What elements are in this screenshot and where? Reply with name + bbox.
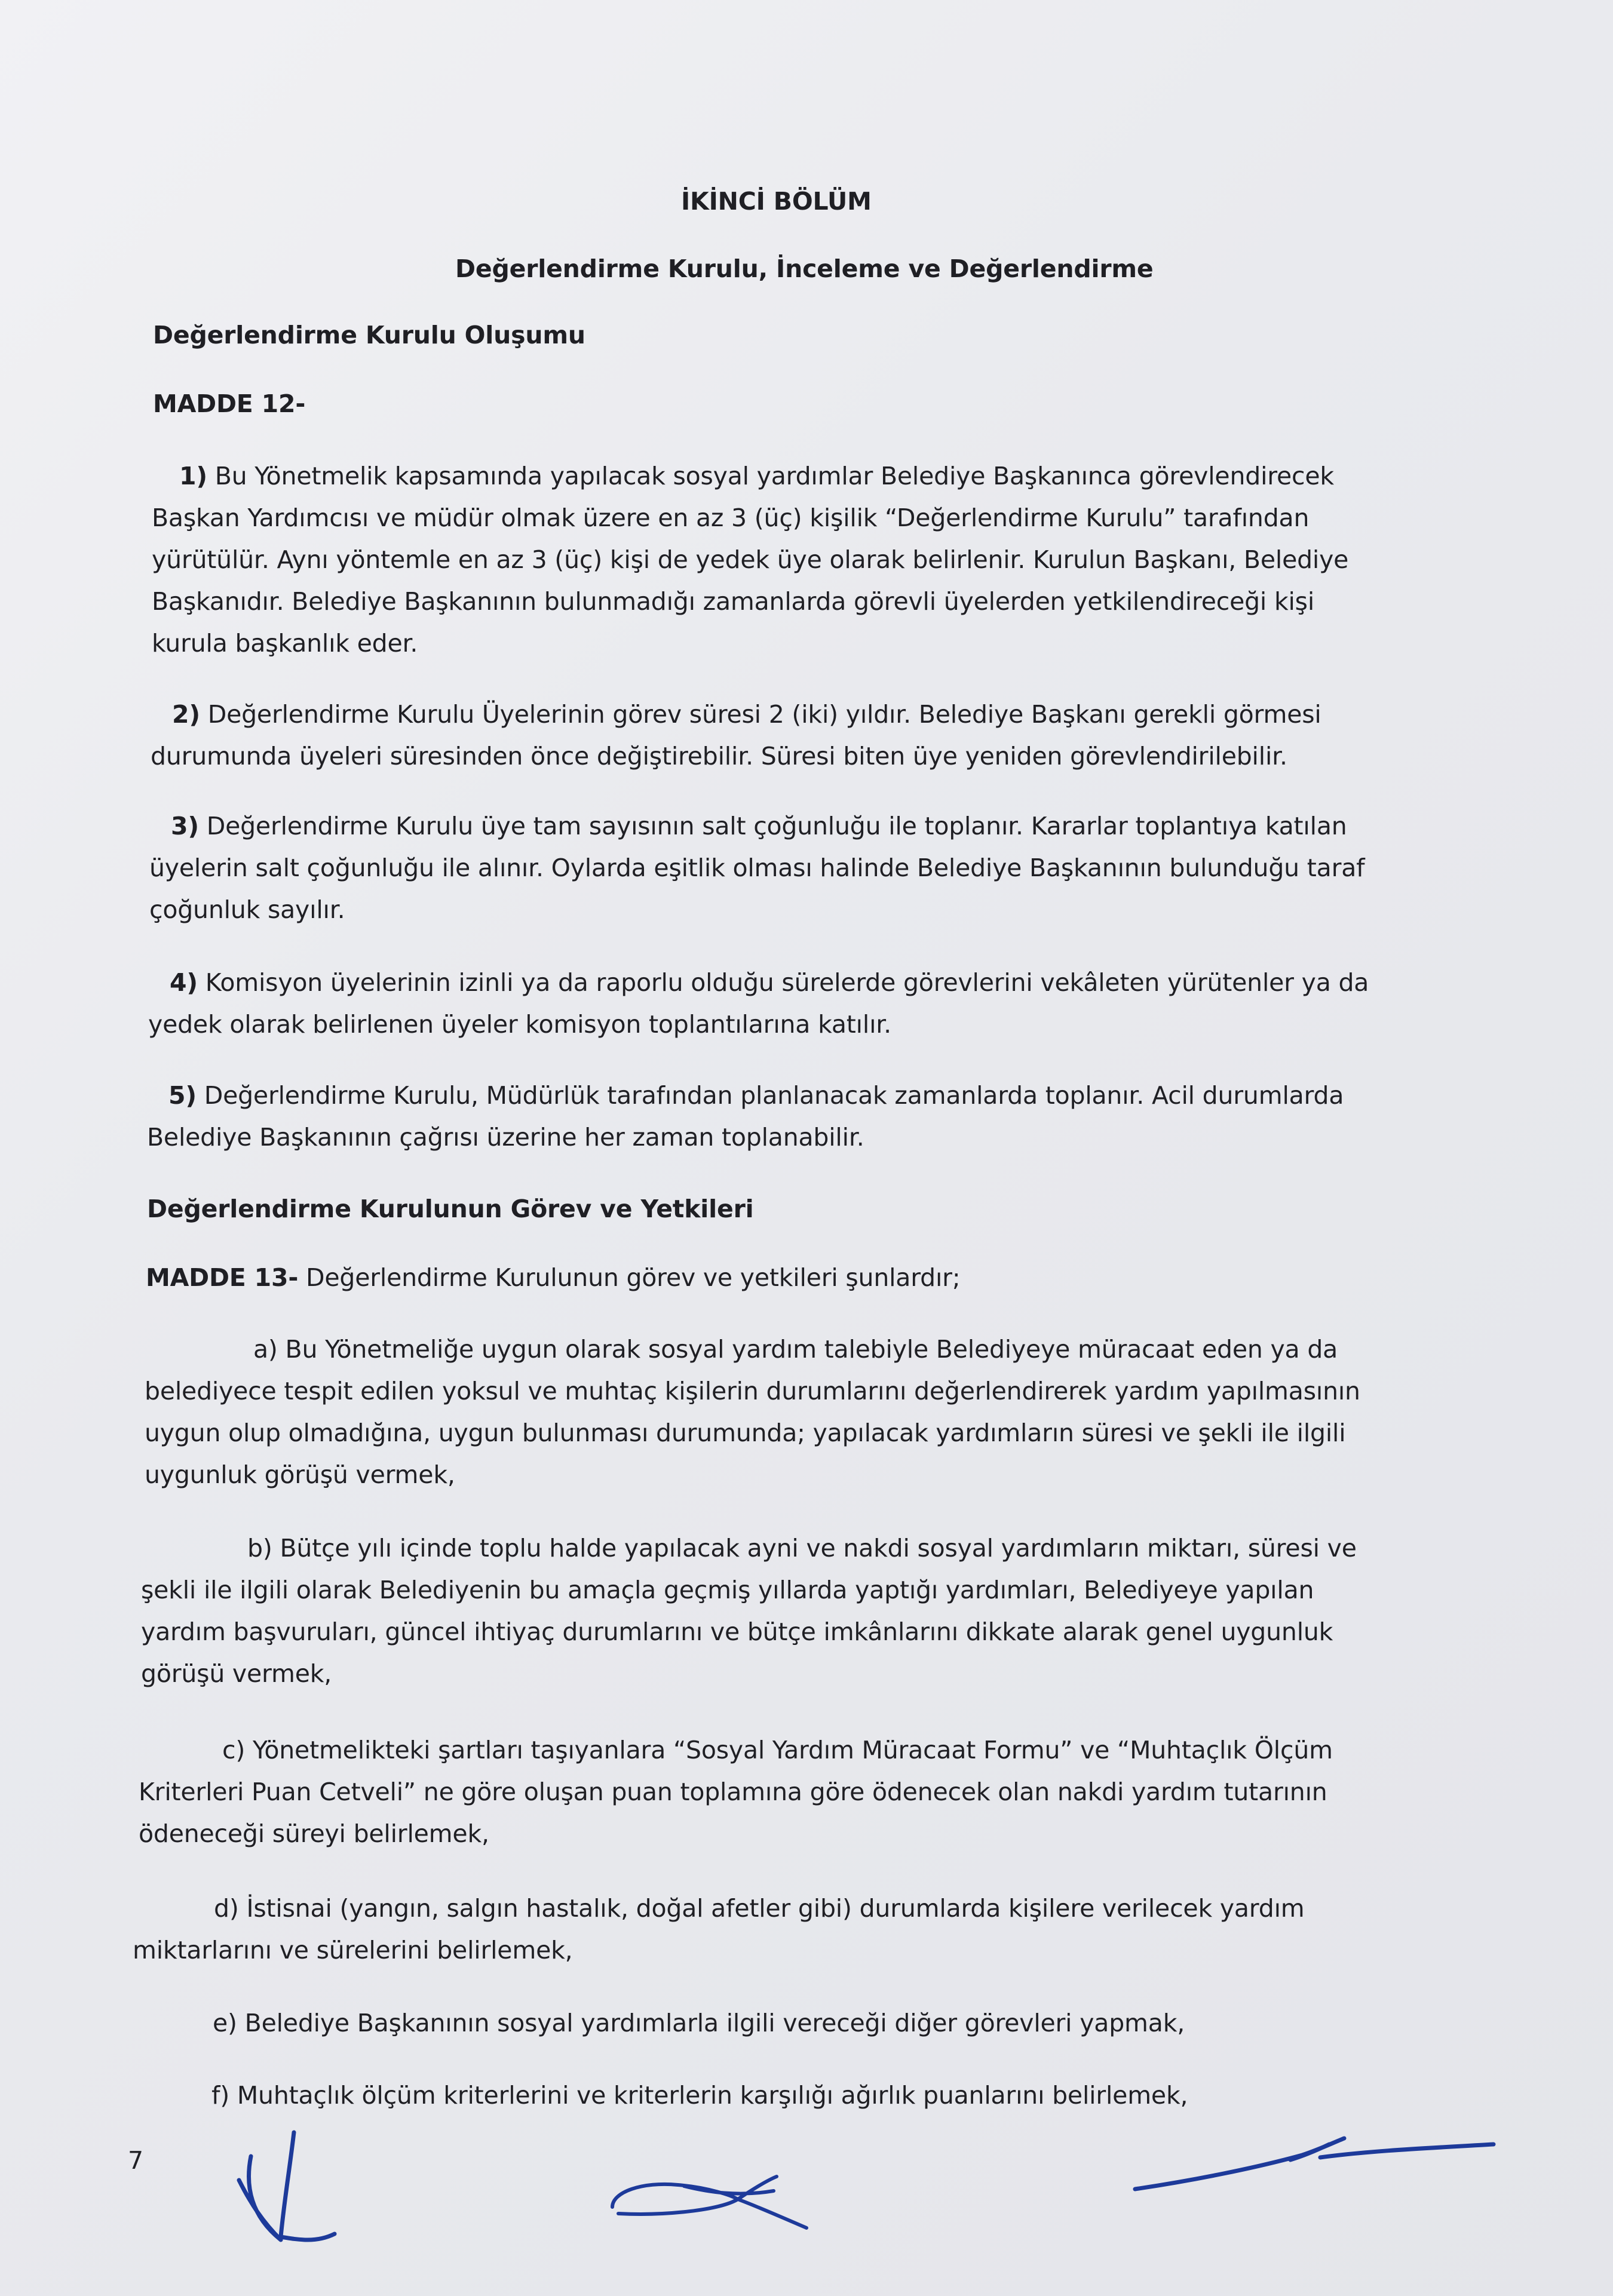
item-a-line-4: uygunluk görüşü vermek,: [145, 1460, 455, 1489]
item-d-line-2: miktarlarını ve sürelerini belirlemek,: [133, 1936, 573, 1965]
item-b-line-4: görüşü vermek,: [141, 1659, 332, 1688]
paragraph-2-line-2: durumunda üyeleri süresinden önce değiştirebilir. Süresi biten üye yeniden görevlendirilebilir.: [151, 742, 1287, 771]
item-d-line-1: d) İstisnai (yangın, salgın hastalık, doğal afetler gibi) durumlarda kişilere verilecek yardım: [214, 1894, 1305, 1923]
item-e-line: e) Belediye Başkanının sosyal yardımlarla ilgili vereceği diğer görevleri yapmak,: [213, 2009, 1185, 2037]
paragraph-3-number: 3): [171, 812, 199, 840]
item-b-line-3: yardım başvuruları, güncel ihtiyaç durumlarını ve bütçe imkânlarını dikkate alarak genel uygunluk: [141, 1617, 1333, 1646]
paragraph-1-line-1: 1) Bu Yönetmelik kapsamında yapılacak sosyal yardımlar Belediye Başkanınca görevlendirecek: [179, 462, 1334, 490]
paragraph-2-line-1: 2) Değerlendirme Kurulu Üyelerinin görev süresi 2 (iki) yıldır. Belediye Başkanı gerekli görmesi: [172, 700, 1321, 729]
item-c-line-2: Kriterleri Puan Cetveli” ne göre oluşan puan toplamına göre ödenecek olan nakdi yardım tutarının: [139, 1778, 1327, 1806]
item-b-line-2: şekli ile ilgili olarak Belediyenin bu amaçla geçmiş yıllarda yaptığı yardımları, Belediyeye yapılan: [141, 1576, 1314, 1604]
part-subheading: Değerlendirme Kurulu, İnceleme ve Değerlendirme: [455, 254, 1154, 283]
article-13-label: MADDE 13-: [146, 1263, 299, 1292]
section-title-kurulu-olusumu: Değerlendirme Kurulu Oluşumu: [153, 321, 585, 349]
paragraph-3-line-3: çoğunluk sayılır.: [149, 895, 345, 924]
paragraph-4-line-2: yedek olarak belirlenen üyeler komisyon toplantılarına katılır.: [148, 1010, 891, 1039]
paragraph-3-line-1: 3) Değerlendirme Kurulu üye tam sayısının salt çoğunluğu ile toplanır. Kararlar toplantıya katılan: [171, 812, 1347, 840]
item-b-line-1: b) Bütçe yılı içinde toplu halde yapılacak ayni ve nakdi sosyal yardımların miktarı, süresi ve: [247, 1534, 1357, 1563]
paragraph-4-line-1: 4) Komisyon üyelerinin izinli ya da raporlu olduğu sürelerde görevlerini vekâleten yürütenler ya da: [170, 968, 1369, 997]
item-a-line-3: uygun olup olmadığına, uygun bulunması durumunda; yapılacak yardımların süresi ve şekli ile ilgili: [145, 1419, 1346, 1447]
item-c-line-3: ödeneceği süreyi belirlemek,: [139, 1819, 489, 1848]
page-number: 7: [128, 2146, 143, 2175]
paragraph-1-line-2: Başkan Yardımcısı ve müdür olmak üzere en az 3 (üç) kişilik “Değerlendirme Kurulu” tarafından: [152, 504, 1310, 532]
paragraph-5-number: 5): [168, 1081, 197, 1110]
paragraph-1-number: 1): [179, 462, 207, 490]
item-a-line-1: a) Bu Yönetmeliğe uygun olarak sosyal yardım talebiyle Belediyeye müracaat eden ya da: [253, 1335, 1338, 1364]
paragraph-3-line-2: üyelerin salt çoğunluğu ile alınır. Oylarda eşitlik olması halinde Belediye Başkanının bulunduğu taraf: [149, 854, 1365, 882]
paragraph-1-line-3: yürütülür. Aynı yöntemle en az 3 (üç) kişi de yedek üye olarak belirlenir. Kurulun Başkanı, Belediye: [152, 545, 1349, 574]
section-title-gorev-ve-yetkiler: Değerlendirme Kurulunun Görev ve Yetkileri: [147, 1195, 754, 1223]
article-12-label: MADDE 12-: [153, 389, 306, 418]
item-f-line: f) Muhtaçlık ölçüm kriterlerini ve kriterlerin karşılığı ağırlık puanlarını belirlemek,: [211, 2081, 1188, 2110]
signature-3-icon: [1123, 2114, 1505, 2198]
signature-1-icon: [227, 2114, 358, 2252]
paragraph-5-line-1: 5) Değerlendirme Kurulu, Müdürlük tarafından planlanacak zamanlarda toplanır. Acil durumlarda: [168, 1081, 1344, 1110]
paragraph-5-line-2: Belediye Başkanının çağrısı üzerine her zaman toplanabilir.: [147, 1123, 864, 1152]
paragraph-2-number: 2): [172, 700, 200, 729]
paragraph-1-line-4: Başkanıdır. Belediye Başkanının bulunmadığı zamanlarda görevli üyelerden yetkilendireceği kişi: [152, 587, 1315, 616]
part-heading: İKİNCİ BÖLÜM: [681, 187, 872, 216]
signature-2-icon: [594, 2150, 845, 2234]
paragraph-1-line-5: kurula başkanlık eder.: [152, 629, 418, 658]
item-a-line-2: belediyece tespit edilen yoksul ve muhtaç kişilerin durumlarını değerlendirerek yardım yapılmasının: [145, 1377, 1360, 1405]
paragraph-4-number: 4): [170, 968, 198, 997]
article-13-line: MADDE 13- Değerlendirme Kurulunun görev ve yetkileri şunlardır;: [146, 1263, 961, 1292]
item-c-line-1: c) Yönetmelikteki şartları taşıyanlara “Sosyal Yardım Müracaat Formu” ve “Muhtaçlık Ölçüm: [222, 1736, 1333, 1764]
